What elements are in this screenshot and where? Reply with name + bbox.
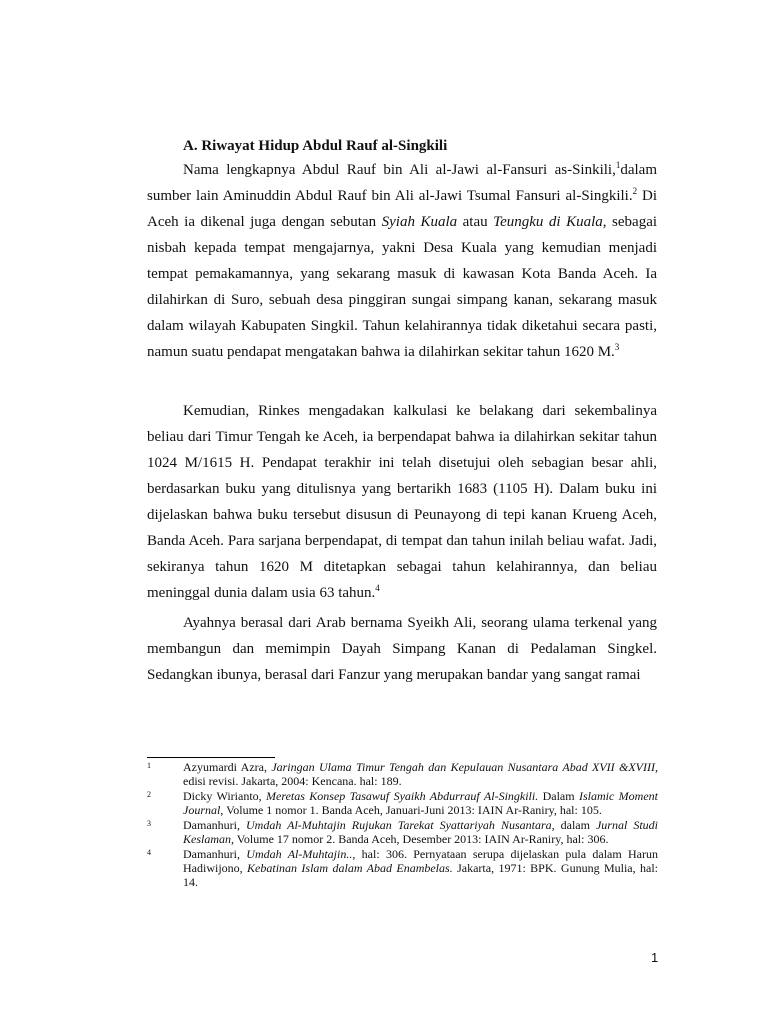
term-syiah-kuala: Syiah Kuala bbox=[381, 214, 458, 230]
footnote-text: Volume 17 nomor 2. Banda Aceh, Desember 2013: IAIN Ar-Raniry, hal: 306. bbox=[234, 832, 609, 846]
footnote-title: Jurnal Studi Keslaman, bbox=[183, 818, 658, 846]
footnote-text: , Volume 1 nomor 1. Banda Aceh, Januari-Juni 2013: IAIN Ar-Raniry, hal: 105. bbox=[220, 803, 602, 817]
footnote-title: Meretas Konsep Tasawuf Syaikh Abdurrauf Al-Singkili. bbox=[266, 789, 539, 803]
paragraph-1-text-c: Di Aceh ia dikenal juga dengan sebutan bbox=[147, 188, 657, 230]
footnote-ref-3[interactable]: 3 bbox=[614, 342, 620, 352]
page-number: 1 bbox=[651, 950, 659, 965]
paragraph-3 bbox=[147, 610, 657, 688]
footnote-number: 4 bbox=[147, 848, 151, 857]
footnote-ref-1[interactable]: 1 bbox=[615, 160, 621, 170]
footnote-text: hal: 306. Pernyataan serupa dijelaskan pula dalam Harun Hadiwijono, bbox=[183, 847, 658, 875]
footnote-text: Dicky Wirianto, bbox=[183, 789, 267, 803]
paragraph-3-text: Ayahnya berasal dari Arab bernama Syeikh Ali, seorang ulama terkenal yang membangun dan memimpin Dayah Simpang Kanan di Pedalaman Singkel. Sedangkan ibunya, berasal dari Fanzur yang merupakan bandar yang sangat ramai bbox=[147, 615, 657, 683]
footnote-text: Jakarta, 1971: BPK. Gunung Mulia, hal: 14. bbox=[183, 861, 658, 889]
footnote-separator bbox=[147, 757, 275, 758]
footnote-number: 2 bbox=[147, 790, 151, 799]
footnote-title: Islamic Moment Journal bbox=[183, 789, 658, 817]
footnote-title: Umdah Al-Muhtajin.., bbox=[246, 847, 356, 861]
paragraph-1-text-a: Nama lengkapnya Abdul Rauf bin Ali al-Jawi al-Fansuri as-Sinkili, bbox=[183, 162, 616, 178]
footnote-title: Kebatinan Islam dalam Abad Enambelas. bbox=[247, 861, 453, 875]
footnotes bbox=[147, 760, 658, 889]
footnote-number: 1 bbox=[147, 761, 151, 770]
footnote-number: 3 bbox=[147, 819, 151, 828]
paragraph-2-text: Kemudian, Rinkes mengadakan kalkulasi ke belakang dari sekembalinya beliau dari Timur Tengah ke Aceh, ia berpendapat bahwa ia dilahirkan sekitar tahun 1024 M/1615 H. Pendapat terakhir ini telah disetujui oleh sebagian besar ahli, berdasarkan buku yang ditulisnya yang bertarikh 1683 (1105 H). Dalam buku ini dijelaskan bahwa buku tersebut disusun di Peunayong di tepi kanan Krueng Aceh, Banda Aceh. Para sarjana berpendapat, di tempat dan tahun inilah beliau wafat. Jadi, sekiranya tahun 1620 M ditetapkan sebagai tahun kelahirannya, dan beliau meninggal dunia dalam usia 63 tahun. bbox=[147, 403, 657, 601]
footnote-3 bbox=[147, 818, 658, 846]
footnote-text: dalam bbox=[554, 818, 596, 832]
footnote-text: Dalam bbox=[538, 789, 579, 803]
footnote-title: Jaringan Ulama Timur Tengah dan Kepulauan Nusantara Abad XVII &XVIII bbox=[271, 760, 655, 774]
footnote-4 bbox=[147, 847, 658, 889]
section-heading: A. Riwayat Hidup Abdul Rauf al-Singkili bbox=[183, 138, 448, 154]
footnote-text: , edisi revisi. Jakarta, 2004: Kencana. hal: 189. bbox=[183, 760, 658, 788]
paragraph-1-text-d: atau bbox=[457, 214, 494, 230]
footnote-text: Damanhuri, bbox=[183, 818, 246, 832]
footnote-title: Umdah Al-Muhtajin Rujukan Tarekat Syattariyah Nusantara, bbox=[246, 818, 555, 832]
term-teungku-di-kuala: Teungku di Kuala bbox=[493, 214, 603, 230]
paragraph-1 bbox=[147, 157, 657, 365]
footnote-2 bbox=[147, 789, 658, 817]
paragraph-1-text-e: , sebagai nisbah kepada tempat mengajarnya, yakni Desa Kuala yang kemudian menjadi tempat pemakamannya, yang sekarang masuk di kawasan Kota Banda Aceh. Ia dilahirkan di Suro, sebuah desa pinggiran sungai simpang kanan, sekarang masuk dalam wilayah Kabupaten Singkil. Tahun kelahirannya tidak diketahui secara pasti, namun suatu pendapat mengatakan bahwa ia dilahirkan sekitar tahun 1620 M. bbox=[147, 214, 658, 360]
paragraph-2 bbox=[147, 398, 657, 606]
footnote-text: Damanhuri, bbox=[183, 847, 247, 861]
footnote-ref-2[interactable]: 2 bbox=[632, 186, 638, 196]
paragraph-1-text-b: dalam sumber lain Aminuddin Abdul Rauf bin Ali al-Jawi Tsumal Fansuri al-Singkili. bbox=[147, 162, 657, 204]
footnote-text: Azyumardi Azra, bbox=[183, 760, 272, 774]
footnote-1 bbox=[147, 760, 658, 788]
footnote-ref-4[interactable]: 4 bbox=[375, 583, 380, 593]
